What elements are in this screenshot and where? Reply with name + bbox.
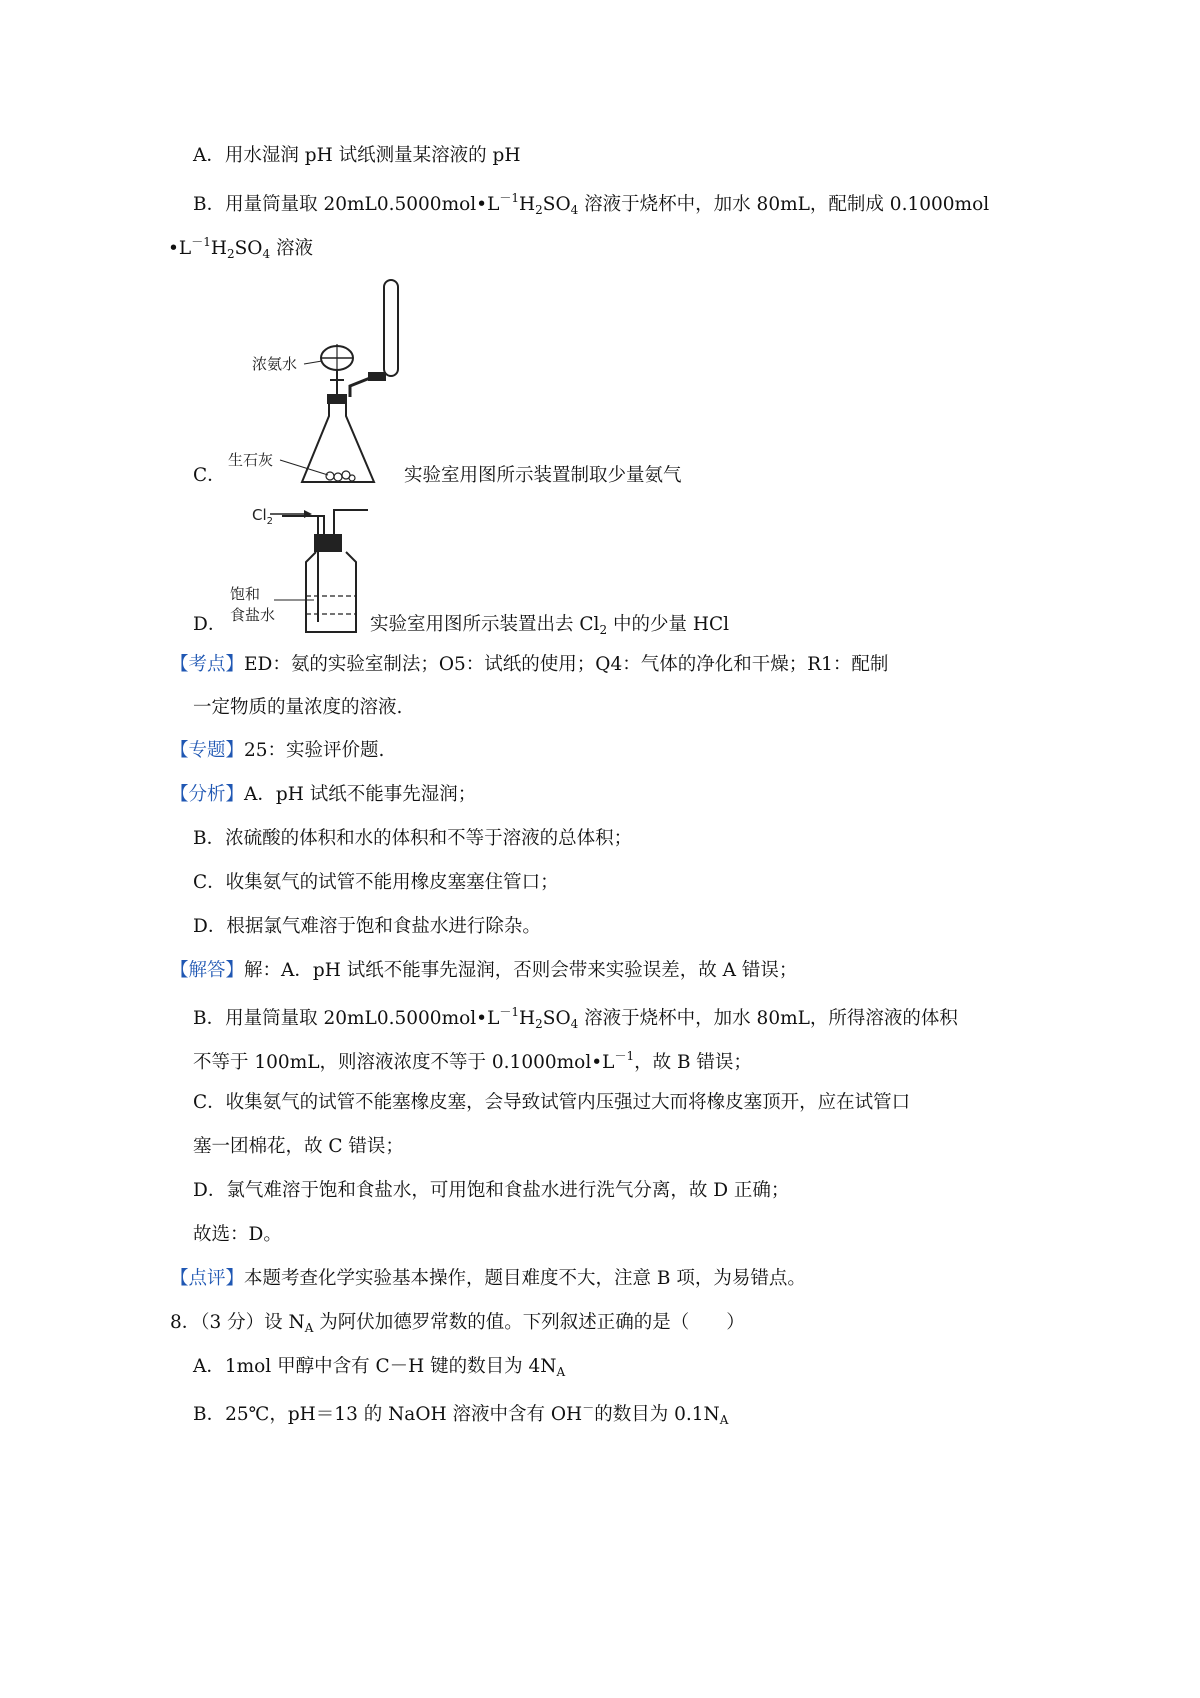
option-d: D．: [193, 614, 227, 635]
bottle-stopper: [314, 534, 342, 552]
label-conc-ammonia: 浓氨水: [252, 355, 298, 373]
label-cl2: $Cl_2$: [252, 506, 274, 527]
jieda-c-line2: 塞一团棉花，故 C 错误；: [193, 1136, 404, 1157]
jieda-c-line1: C．收集氨气的试管不能塞橡皮塞，会导致试管内压强过大而将橡皮塞顶开，应在试管口: [193, 1092, 911, 1113]
question-8-option-b: B．25℃，pH＝13 的 NaOH 溶液中含有 OH－的数目为 $0.1N_A$: [193, 1401, 729, 1427]
option-b-line1: B．用量筒量取 $20mL0.5000mol•L^{-1}H_2SO_4$ 溶液于烧杯中，加水 80mL，配制成 0.1000mol: [193, 191, 990, 217]
option-d-text: 实验室用图所示装置出去 $Cl_2$ 中的少量 HCl: [370, 614, 730, 637]
dianping-line: 【点评】本题考查化学实验基本操作，题目难度不大，注意 B 项，为易错点。: [170, 1268, 806, 1289]
question-8-option-a: A．1mol 甲醇中含有 C－H 键的数目为 $4N_A$: [193, 1356, 566, 1379]
label-quicklime: 生石灰: [228, 451, 274, 469]
jieda-tag: 【解答】: [170, 960, 245, 981]
zhuanti-tag: 【专题】: [170, 740, 245, 761]
question-8-stem: 8．（3 分）设 $N_A$ 为阿伏加德罗常数的值。下列叙述正确的是（ ）: [170, 1312, 745, 1335]
jieda-answer: 故选：D。: [193, 1224, 282, 1245]
option-c-text: 实验室用图所示装置制取少量氨气: [404, 465, 682, 486]
jieda-d: D．氯气难溶于饱和食盐水，可用饱和食盐水进行洗气分离，故 D 正确；: [193, 1180, 790, 1201]
label-saturated: 饱和: [230, 585, 261, 603]
washing-bottle: [306, 552, 356, 632]
kaodian-tag: 【考点】: [170, 654, 245, 675]
gas-washing-bottle-figure: [222, 496, 372, 636]
fenxi-d: D．根据氯气难溶于饱和食盐水进行除杂。: [193, 916, 541, 937]
delivery-tube: [350, 378, 370, 397]
fenxi-b: B．浓硫酸的体积和水的体积和不等于溶液的总体积；: [193, 828, 633, 849]
stopper: [327, 394, 347, 404]
label-brine: 食盐水: [230, 606, 276, 624]
fenxi-c: C．收集氨气的试管不能用橡皮塞塞住管口；: [193, 872, 559, 893]
kaodian-line1: 【考点】ED：氨的实验室制法；O5：试纸的使用；Q4：气体的净化和干燥；R1：配制: [170, 654, 889, 675]
jieda-a: 【解答】解：A．pH 试纸不能事先湿润，否则会带来实验误差，故 A 错误；: [170, 960, 798, 981]
kaodian-line2: 一定物质的量浓度的溶液.: [193, 697, 403, 718]
rubber-connector: [368, 372, 386, 381]
option-a: A．用水湿润 pH 试纸测量某溶液的 pH: [193, 145, 521, 166]
jieda-b-line1: B．用量筒量取 $20mL0.5000mol•L^{-1}H_2SO_4$ 溶液于烧杯中，加水 80mL，所得溶液的体积: [193, 1005, 958, 1031]
dianping-tag: 【点评】: [170, 1268, 245, 1289]
option-c: C．: [193, 465, 226, 486]
collection-tube: [384, 280, 398, 376]
fenxi-tag: 【分析】: [170, 784, 245, 805]
option-b-line2: $•L^{-1}H_2SO_4$ 溶液: [168, 235, 313, 261]
ammonia-apparatus-figure: [222, 276, 412, 494]
fenxi-a: 【分析】A．pH 试纸不能事先湿润；: [170, 784, 477, 805]
jieda-b-line2: 不等于 100mL，则溶液浓度不等于 $0.1000mol•L^{-1}$，故 B 错误；: [193, 1049, 752, 1073]
zhuanti-line: 【专题】25：实验评价题.: [170, 740, 385, 761]
